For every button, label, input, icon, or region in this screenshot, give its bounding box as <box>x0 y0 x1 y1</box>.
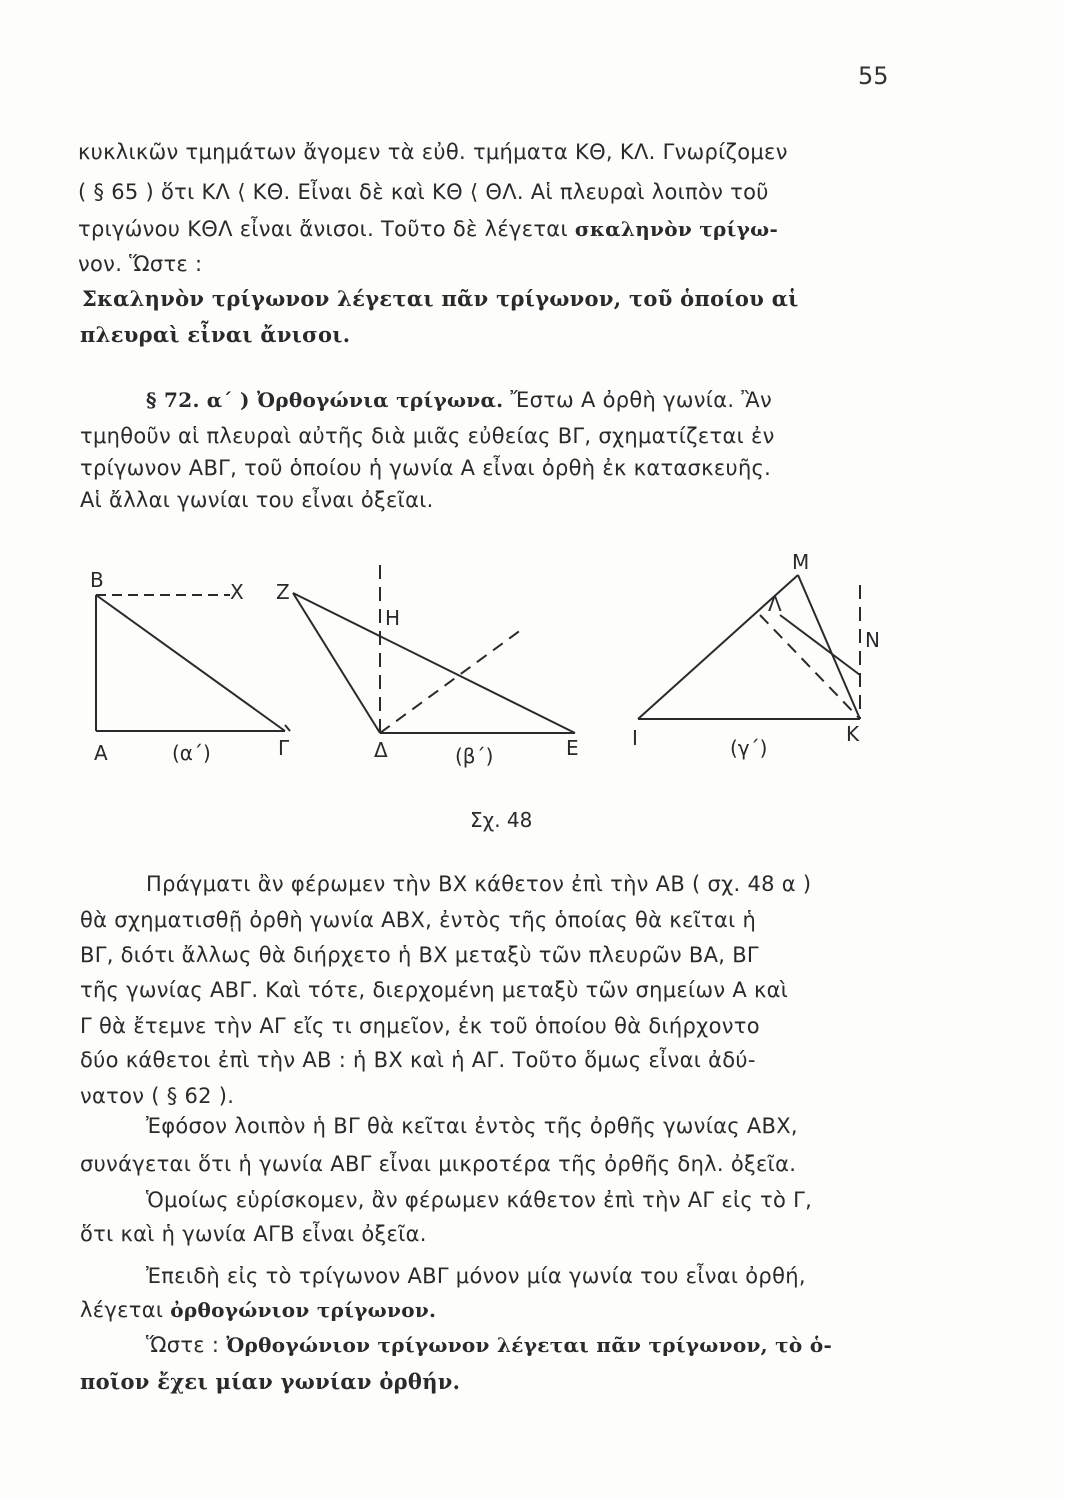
text-line: Ἐφόσον λοιπὸν ἡ ΒΓ θὰ κεῖται ἐντὸς τῆς ὀρθῆς γωνίας ΑΒΧ, <box>146 1114 798 1138</box>
label-B: Β <box>90 568 104 592</box>
text-line: Πράγματι ἂν φέρωμεν τὴν ΒΧ κάθετον ἐπὶ τὴν ΑΒ ( σχ. 48 α ) <box>146 872 812 896</box>
section-heading: α΄ ) Ὀρθογώνια τρίγωνα. <box>206 388 504 412</box>
text-span: λέγεται <box>80 1298 171 1322</box>
definition-text: Ὀρθογώνιον τρίγωνον λέγεται πᾶν τρίγωνον, τὸ ὁ- <box>226 1333 833 1357</box>
term-scalene: σκαληνὸν τρίγω- <box>574 217 779 241</box>
side-MK <box>798 575 860 719</box>
label-K: Κ <box>846 722 860 746</box>
label-M: Μ <box>792 550 810 574</box>
side-BG <box>96 595 285 731</box>
label-G: Γ <box>278 736 290 760</box>
text-line: Αἱ ἄλλαι γωνίαι του εἶναι ὀξεῖαι. <box>80 488 434 512</box>
text-line: κυκλικῶν τμημάτων ἄγομεν τὰ εὐθ. τμήματα ΚΘ, ΚΛ. Γνωρίζομεν <box>78 140 788 164</box>
text-line: νατον ( § 62 ). <box>80 1084 235 1108</box>
text-span: Ὥστε : <box>146 1333 227 1357</box>
text-line: Ἐπειδὴ εἰς τὸ τρίγωνον ΑΒΓ μόνον μία γωνία του εἶναι ὀρθή, <box>146 1264 806 1288</box>
definition-scalene: Σκαληνὸν τρίγωνον λέγεται πᾶν τρίγωνον, τοῦ ὁποίου αἱ <box>82 286 799 311</box>
text-span: Ἔστω Α ὀρθὴ γωνία. Ἂν <box>503 388 773 412</box>
text-line: θὰ σχηματισθῇ ὀρθὴ γωνία ΑΒΧ, ἐντὸς τῆς ὁποίας θὰ κεῖται ἡ <box>80 908 757 932</box>
dashed-LK <box>760 615 860 719</box>
label-gamma: (γ΄) <box>730 736 768 760</box>
text-line <box>78 217 778 241</box>
text-line: συνάγεται ὅτι ἡ γωνία ΑΒΓ εἶναι μικροτέρα τῆς ὀρθῆς δηλ. ὀξεῖα. <box>80 1152 797 1176</box>
label-E: Ε <box>566 736 579 760</box>
label-I: Ι <box>632 726 638 750</box>
text-line: ὅτι καὶ ἡ γωνία ΑΓΒ εἶναι ὀξεῖα. <box>80 1222 427 1246</box>
text-span: τριγώνου ΚΘΛ εἶναι ἄνισοι. Τοῦτο δὲ λέγεται <box>78 217 575 241</box>
label-N: Ν <box>865 628 880 652</box>
side-ZE <box>293 593 575 733</box>
label-H: Η <box>385 606 401 630</box>
definition-right-triangle-cont: ποῖον ἔχει μίαν γωνίαν ὀρθήν. <box>80 1369 461 1394</box>
label-A: Α <box>94 741 108 765</box>
definition-right-triangle <box>146 1333 832 1357</box>
text-line: ΒΓ, διότι ἄλλως θὰ διήρχετο ἡ ΒΧ μεταξὺ τῶν πλευρῶν ΒΑ, ΒΓ <box>80 943 759 967</box>
label-D: Δ <box>374 738 388 762</box>
term-right-triangle: ὀρθογώνιον τρίγωνον. <box>170 1298 437 1322</box>
text-line: τρίγωνον ΑΒΓ, τοῦ ὁποίου ἡ γωνία Α εἶναι ὀρθὴ ἐκ κατασκευῆς. <box>80 456 772 480</box>
text-line: Ὁμοίως εὑρίσκομεν, ἂν φέρωμεν κάθετον ἐπὶ τὴν ΑΓ εἰς τὸ Γ, <box>146 1188 813 1212</box>
text-line: ( § 65 ) ὅτι ΚΛ ⟨ ΚΘ. Εἶναι δὲ καὶ ΚΘ ⟨ ΘΛ. Αἱ πλευραὶ λοιπὸν τοῦ <box>78 180 769 204</box>
figure-48 <box>80 550 900 835</box>
label-Z: Ζ <box>276 580 290 604</box>
label-beta: (β΄) <box>455 744 494 768</box>
figure-48-diagram <box>80 550 900 815</box>
text-line <box>80 1298 436 1322</box>
definition-scalene-cont: πλευραὶ εἶναι ἄνισοι. <box>80 322 351 347</box>
tick <box>285 725 290 731</box>
dashed-DE-perp <box>380 627 525 733</box>
label-X: Χ <box>230 580 244 604</box>
text-line: δύο κάθετοι ἐπὶ τὴν ΑΒ : ἡ ΒΧ καὶ ἡ ΑΓ. Τοῦτο ὅμως εἶναι ἀδύ- <box>80 1048 756 1072</box>
section-72-line <box>146 388 772 412</box>
text-line: τῆς γωνίας ΑΒΓ. Καὶ τότε, διερχομένη μεταξὺ τῶν σημείων Α καὶ <box>80 978 789 1002</box>
label-alpha: (α΄) <box>172 741 211 765</box>
text-line: νον. Ὥστε : <box>78 252 203 276</box>
page-number: 55 <box>858 62 889 90</box>
figure-caption: Σχ. 48 <box>470 808 533 832</box>
text-line: Γ θὰ ἔτεμνε τὴν ΑΓ εἴς τι σημεῖον, ἐκ τοῦ ὁποίου θὰ διήρχοντο <box>80 1014 760 1038</box>
text-line: τμηθοῦν αἱ πλευραὶ αὐτῆς διὰ μιᾶς εὐθείας ΒΓ, σχηματίζεται ἐν <box>80 424 775 448</box>
section-number: § 72. <box>146 388 200 412</box>
label-L: Λ <box>768 592 782 616</box>
